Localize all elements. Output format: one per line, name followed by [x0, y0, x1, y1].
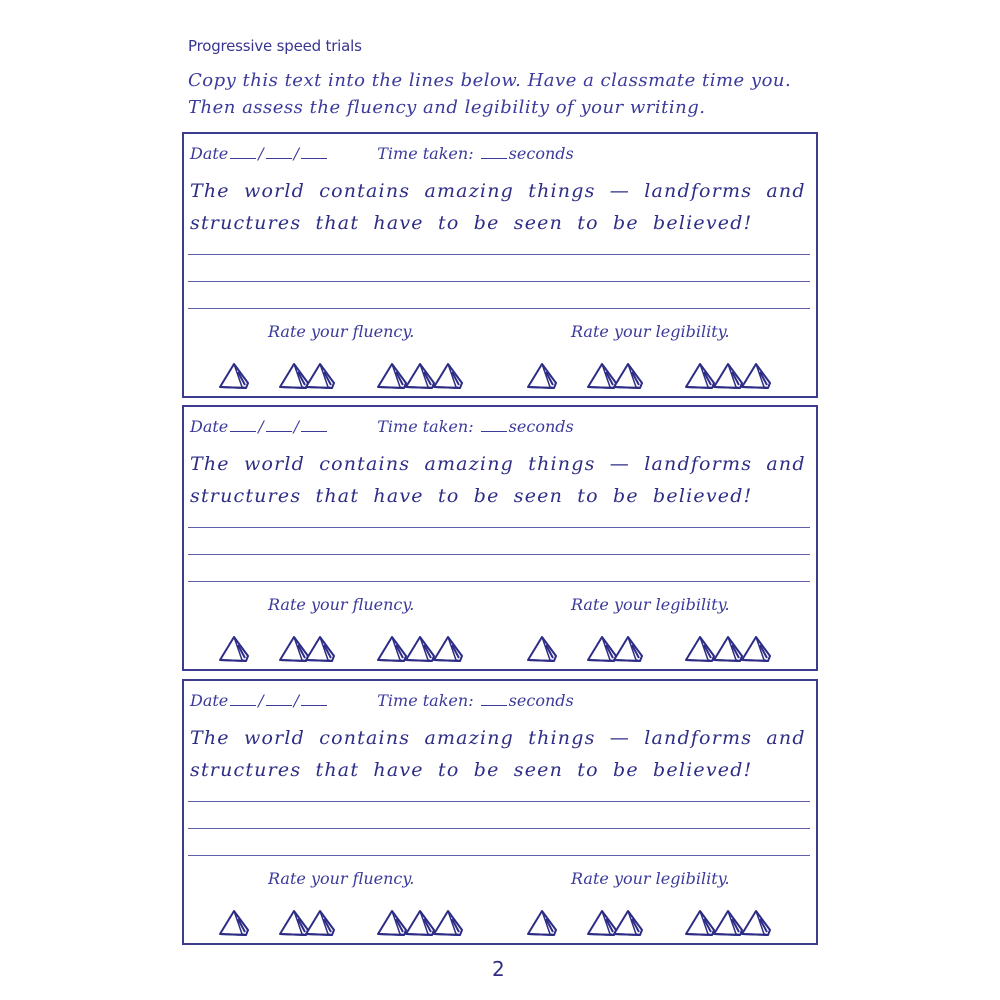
time-blank[interactable]: [481, 693, 507, 706]
legibility-pyramid-3-icon[interactable]: [682, 360, 782, 390]
time-label: Time taken:: [377, 691, 474, 710]
date-month-blank[interactable]: [266, 693, 292, 706]
model-text-line-2: structures that have to be seen to be believed!: [190, 759, 753, 781]
fluency-pyramid-2-icon[interactable]: [276, 360, 346, 390]
model-text-line-1: The world contains amazing things — landforms and: [190, 180, 806, 202]
date-month-blank[interactable]: [266, 146, 292, 159]
writing-line[interactable]: [188, 254, 810, 255]
writing-line[interactable]: [188, 281, 810, 282]
legibility-pyramid-1-icon[interactable]: [524, 633, 564, 663]
speed-trial-box-1: [182, 132, 818, 398]
time-unit: seconds: [508, 417, 574, 436]
fluency-label: Rate your fluency.: [268, 869, 415, 888]
date-separator: /: [293, 417, 300, 436]
time-unit: seconds: [508, 144, 574, 163]
legibility-pyramid-1-icon[interactable]: [524, 907, 564, 937]
date-year-blank[interactable]: [301, 419, 327, 432]
fluency-pyramid-3-icon[interactable]: [374, 360, 474, 390]
model-text-line-1: The world contains amazing things — landforms and: [190, 453, 806, 475]
instruction-line-2: Then assess the fluency and legibility of your writing.: [188, 97, 706, 118]
fluency-pyramid-1-icon[interactable]: [216, 360, 256, 390]
speed-trial-box-3: [182, 679, 818, 945]
model-text-line-1: The world contains amazing things — landforms and: [190, 727, 806, 749]
model-text-line-2: structures that have to be seen to be believed!: [190, 485, 753, 507]
legibility-label: Rate your legibility.: [571, 595, 730, 614]
time-label: Time taken:: [377, 144, 474, 163]
fluency-label: Rate your fluency.: [268, 322, 415, 341]
instruction-line-1: Copy this text into the lines below. Have a classmate time you.: [188, 70, 792, 91]
writing-line[interactable]: [188, 527, 810, 528]
writing-line[interactable]: [188, 554, 810, 555]
date-month-blank[interactable]: [266, 419, 292, 432]
legibility-pyramid-2-icon[interactable]: [584, 633, 654, 663]
legibility-label: Rate your legibility.: [571, 869, 730, 888]
fluency-pyramid-2-icon[interactable]: [276, 633, 346, 663]
writing-line[interactable]: [188, 308, 810, 309]
fluency-pyramid-3-icon[interactable]: [374, 907, 474, 937]
date-separator: /: [258, 417, 264, 436]
legibility-pyramid-2-icon[interactable]: [584, 907, 654, 937]
writing-line[interactable]: [188, 581, 810, 582]
time-unit: seconds: [508, 691, 574, 710]
date-day-blank[interactable]: [230, 146, 256, 159]
date-time-row: [190, 691, 574, 710]
legibility-pyramid-2-icon[interactable]: [584, 360, 654, 390]
date-label: Date: [190, 691, 229, 710]
legibility-pyramid-1-icon[interactable]: [524, 360, 564, 390]
writing-line[interactable]: [188, 828, 810, 829]
legibility-pyramid-3-icon[interactable]: [682, 633, 782, 663]
date-day-blank[interactable]: [230, 419, 256, 432]
date-separator: /: [258, 144, 264, 163]
date-separator: /: [293, 144, 300, 163]
fluency-label: Rate your fluency.: [268, 595, 415, 614]
date-separator: /: [293, 691, 300, 710]
writing-line[interactable]: [188, 801, 810, 802]
date-year-blank[interactable]: [301, 146, 327, 159]
date-time-row: [190, 144, 574, 163]
fluency-pyramid-2-icon[interactable]: [276, 907, 346, 937]
writing-line[interactable]: [188, 855, 810, 856]
model-text-line-2: structures that have to be seen to be believed!: [190, 212, 753, 234]
legibility-pyramid-3-icon[interactable]: [682, 907, 782, 937]
date-label: Date: [190, 417, 229, 436]
fluency-pyramid-1-icon[interactable]: [216, 633, 256, 663]
date-day-blank[interactable]: [230, 693, 256, 706]
date-separator: /: [258, 691, 264, 710]
time-blank[interactable]: [481, 146, 507, 159]
time-label: Time taken:: [377, 417, 474, 436]
page-number: 2: [492, 957, 505, 981]
date-year-blank[interactable]: [301, 693, 327, 706]
date-label: Date: [190, 144, 229, 163]
date-time-row: [190, 417, 574, 436]
time-blank[interactable]: [481, 419, 507, 432]
fluency-pyramid-1-icon[interactable]: [216, 907, 256, 937]
legibility-label: Rate your legibility.: [571, 322, 730, 341]
speed-trial-box-2: [182, 405, 818, 671]
fluency-pyramid-3-icon[interactable]: [374, 633, 474, 663]
page-heading: Progressive speed trials: [188, 37, 362, 55]
